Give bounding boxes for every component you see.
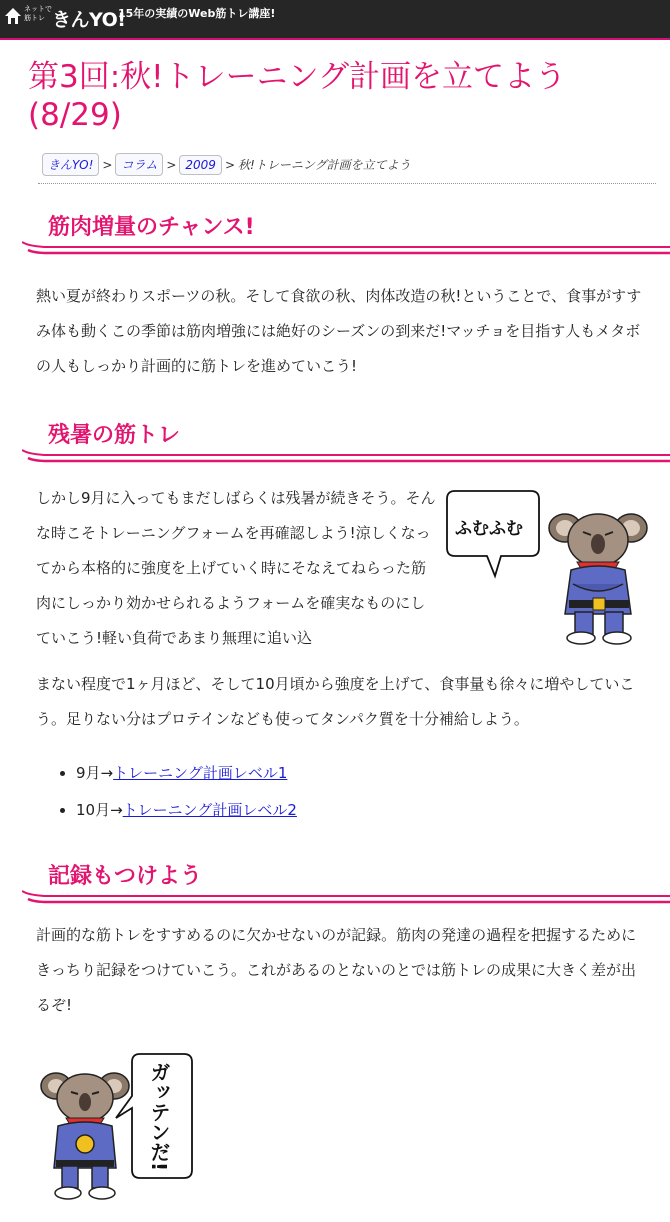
- list-item-prefix: 10月→: [76, 801, 123, 819]
- section-text-continued: まない程度で1ヶ月ほど、そして10月頃から強度を上げて、食事量も徐々に増やしていこう。足りない分はプロテインなども使ってタンパク質を十分補給しよう。: [36, 675, 635, 728]
- koala-mascot-icon: [38, 1052, 198, 1204]
- speech-bubble-text: ガッテンだ!: [147, 1062, 171, 1172]
- breadcrumb-separator: >: [102, 158, 113, 172]
- site-header: [0, 0, 670, 40]
- section-title: 筋肉増量のチャンス!: [48, 215, 255, 240]
- section-text: 熱い夏が終わりスポーツの秋。そして食欲の秋、肉体改造の秋!ということで、食事がすすみ体も動くこの季節は筋肉増強には絶好のシーズンの到来だ!マッチョを目指す人もメタボの人もしっかり計画的に筋トレを進めていこう!: [36, 287, 642, 375]
- koala-agree-illustration: [38, 1052, 198, 1204]
- section-text-wrapped: しかし9月に入ってもまだしばらくは残暑が続きそう。そんな時こそトレーニングフォームを再確認しよう!涼しくなってから本格的に強度を上げていく時にそなえてねらった筋肉にしっかり効かせられるようフォームを確実なものにしていこう!軽い負荷であまり無理に追い込: [36, 489, 436, 647]
- page-title: 第3回:秋!トレーニング計画を立てよう(8/29): [28, 59, 566, 133]
- breadcrumb-home[interactable]: きんYO!: [42, 153, 99, 176]
- plan-link-list: [56, 755, 297, 829]
- section-text: 計画的な筋トレをすすめるのに欠かせないのが記録。筋肉の発達の過程を把握するためにきっちり記録をつけていこう。これがあるのとないのとでは筋トレの成果に大きく差が出るぞ!: [36, 926, 637, 1014]
- section-title: 残暑の筋トレ: [48, 423, 181, 448]
- site-logo[interactable]: きんYO!: [52, 9, 126, 31]
- training-plan-level2-link[interactable]: トレーニング計画レベル2: [122, 801, 297, 819]
- list-item-prefix: 9月→: [76, 764, 114, 782]
- section-heading-muscle-chance: [22, 206, 670, 252]
- site-tagline: 15年の実績のWeb筋トレ講座!: [118, 7, 276, 20]
- breadcrumb: [42, 153, 411, 176]
- section-heading-keep-records: [22, 855, 670, 901]
- speech-bubble-text: ふむふむ: [455, 519, 523, 539]
- breadcrumb-current: 秋!トレーニング計画を立てよう: [238, 158, 411, 172]
- koala-mascot-icon: [445, 488, 667, 648]
- breadcrumb-separator: >: [166, 158, 177, 172]
- training-plan-level1-link[interactable]: トレーニング計画レベル1: [113, 764, 288, 782]
- koala-thinking-illustration: [445, 488, 667, 648]
- breadcrumb-divider: [38, 183, 656, 184]
- home-icon[interactable]: [4, 6, 22, 26]
- section-heading-late-summer: [22, 414, 670, 460]
- list-item: [76, 792, 297, 829]
- breadcrumb-year[interactable]: 2009: [179, 155, 222, 175]
- breadcrumb-separator: >: [224, 158, 236, 172]
- breadcrumb-column[interactable]: コラム: [115, 153, 163, 176]
- list-item: [76, 755, 297, 792]
- logo-subtext: ネットで 筋トレ: [24, 5, 52, 22]
- section-title: 記録もつけよう: [48, 864, 203, 889]
